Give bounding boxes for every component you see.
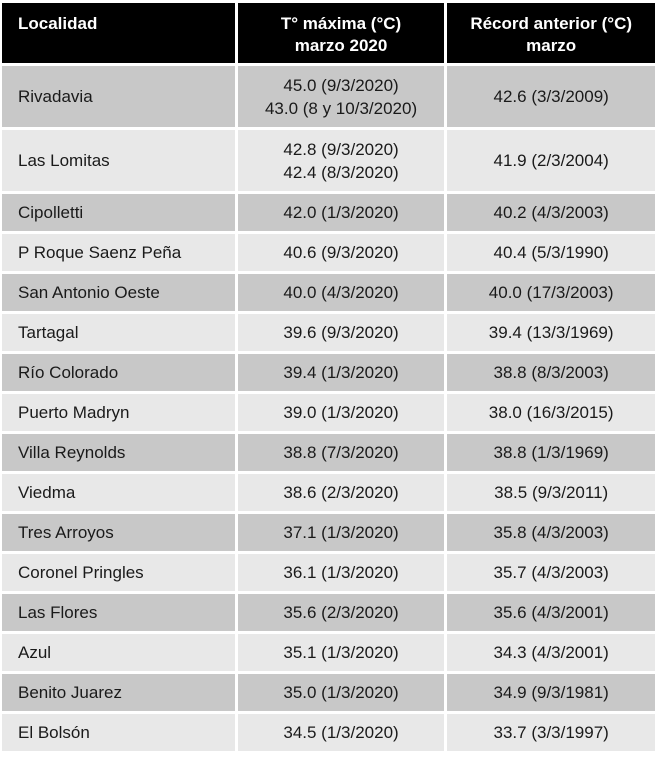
locality-cell: Azul [2, 634, 235, 671]
max-temp-cell [238, 514, 445, 551]
table-row [2, 514, 655, 551]
header-max-temp-line1: T° máxima (°C) [280, 14, 402, 33]
max-temp-value: 35.6 (2/3/2020) [283, 602, 399, 622]
max-temp-cell [238, 66, 445, 127]
previous-record-cell: 35.8 (4/3/2003) [447, 514, 655, 551]
previous-record-cell: 34.9 (9/3/1981) [447, 674, 655, 711]
max-temp-cell [238, 194, 445, 231]
table-row [2, 474, 655, 511]
max-temp-cell [238, 274, 445, 311]
previous-record-cell: 35.6 (4/3/2001) [447, 594, 655, 631]
table-row [2, 434, 655, 471]
max-temp-value: 39.6 (9/3/2020) [283, 322, 399, 342]
max-temp-value: 45.0 (9/3/2020) [283, 75, 399, 95]
max-temp-value: 40.6 (9/3/2020) [283, 242, 399, 262]
table-row [2, 634, 655, 671]
max-temp-cell [238, 474, 445, 511]
locality-cell: Cipolletti [2, 194, 235, 231]
table-row [2, 274, 655, 311]
max-temp-cell [238, 394, 445, 431]
table-row [2, 394, 655, 431]
locality-cell: Tartagal [2, 314, 235, 351]
max-temp-value: 40.0 (4/3/2020) [283, 282, 399, 302]
max-temp-value: 42.4 (8/3/2020) [283, 162, 399, 182]
max-temp-cell [238, 314, 445, 351]
table-row [2, 234, 655, 271]
max-temp-cell [238, 634, 445, 671]
max-temp-cell [238, 234, 445, 271]
locality-cell: El Bolsón [2, 714, 235, 751]
header-record-line2: marzo [526, 36, 577, 55]
table-row [2, 130, 655, 191]
max-temp-cell [238, 594, 445, 631]
locality-cell: Villa Reynolds [2, 434, 235, 471]
locality-cell: Las Flores [2, 594, 235, 631]
max-temp-value: 34.5 (1/3/2020) [283, 722, 399, 742]
previous-record-cell: 42.6 (3/3/2009) [447, 66, 655, 127]
max-temp-value: 39.0 (1/3/2020) [283, 402, 399, 422]
previous-record-cell: 35.7 (4/3/2003) [447, 554, 655, 591]
max-temp-cell [238, 434, 445, 471]
header-record-line1: Récord anterior (°C) [470, 14, 633, 33]
header-previous-record [447, 3, 655, 63]
table-row [2, 594, 655, 631]
max-temp-cell [238, 554, 445, 591]
locality-cell: Puerto Madryn [2, 394, 235, 431]
max-temp-cell [238, 130, 445, 191]
locality-cell: Tres Arroyos [2, 514, 235, 551]
previous-record-cell: 38.0 (16/3/2015) [447, 394, 655, 431]
header-locality: Localidad [2, 3, 235, 63]
max-temp-cell [238, 354, 445, 391]
table-row [2, 66, 655, 127]
previous-record-cell: 33.7 (3/3/1997) [447, 714, 655, 751]
header-max-temp [238, 3, 445, 63]
locality-cell: Río Colorado [2, 354, 235, 391]
table-row [2, 354, 655, 391]
table-row [2, 554, 655, 591]
max-temp-value: 38.8 (7/3/2020) [283, 442, 399, 462]
max-temp-value: 35.0 (1/3/2020) [283, 682, 399, 702]
table-header-row [2, 3, 655, 63]
max-temp-value: 35.1 (1/3/2020) [283, 642, 399, 662]
previous-record-cell: 41.9 (2/3/2004) [447, 130, 655, 191]
previous-record-cell: 39.4 (13/3/1969) [447, 314, 655, 351]
header-max-temp-line2: marzo 2020 [294, 36, 388, 55]
table-row [2, 314, 655, 351]
table-row [2, 674, 655, 711]
max-temp-value: 38.6 (2/3/2020) [283, 482, 399, 502]
max-temp-cell [238, 674, 445, 711]
previous-record-cell: 40.4 (5/3/1990) [447, 234, 655, 271]
locality-cell: San Antonio Oeste [2, 274, 235, 311]
previous-record-cell: 38.5 (9/3/2011) [447, 474, 655, 511]
max-temp-cell [238, 714, 445, 751]
previous-record-cell: 40.2 (4/3/2003) [447, 194, 655, 231]
locality-cell: Rivadavia [2, 66, 235, 127]
locality-cell: Las Lomitas [2, 130, 235, 191]
max-temp-value: 42.0 (1/3/2020) [283, 202, 399, 222]
previous-record-cell: 38.8 (1/3/1969) [447, 434, 655, 471]
max-temp-value: 36.1 (1/3/2020) [283, 562, 399, 582]
max-temp-value: 37.1 (1/3/2020) [283, 522, 399, 542]
max-temp-value: 39.4 (1/3/2020) [283, 362, 399, 382]
table-row [2, 194, 655, 231]
locality-cell: Viedma [2, 474, 235, 511]
previous-record-cell: 40.0 (17/3/2003) [447, 274, 655, 311]
locality-cell: Benito Juarez [2, 674, 235, 711]
locality-cell: P Roque Saenz Peña [2, 234, 235, 271]
max-temp-value: 43.0 (8 y 10/3/2020) [264, 98, 418, 118]
locality-cell: Coronel Pringles [2, 554, 235, 591]
max-temp-value: 42.8 (9/3/2020) [283, 139, 399, 159]
previous-record-cell: 34.3 (4/3/2001) [447, 634, 655, 671]
table-row [2, 714, 655, 751]
previous-record-cell: 38.8 (8/3/2003) [447, 354, 655, 391]
